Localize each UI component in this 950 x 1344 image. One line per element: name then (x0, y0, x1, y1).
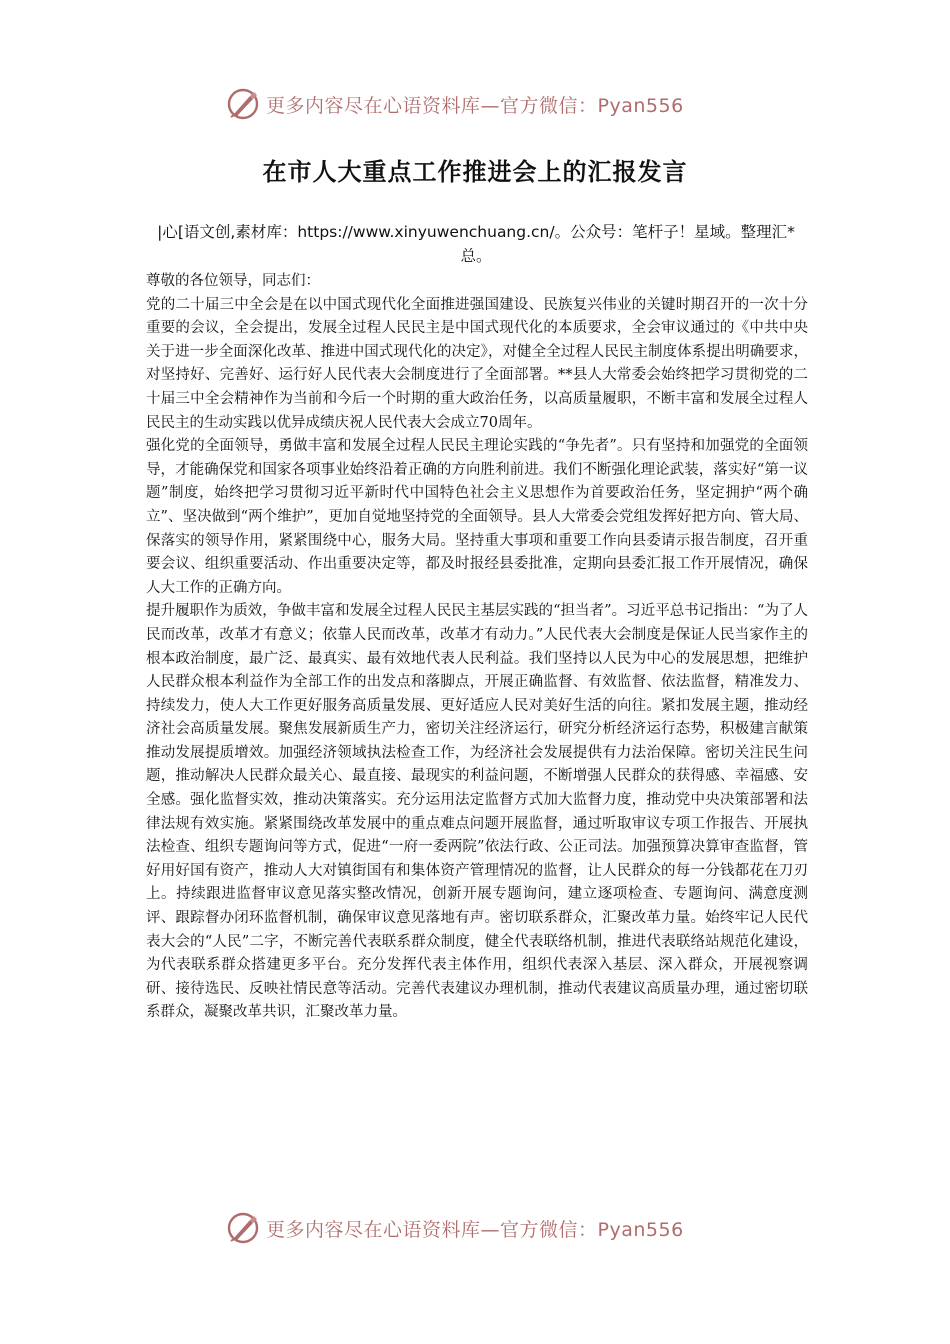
banner-text: 更多内容尽在心语资料库—官方微信：Pyan556 (266, 94, 684, 117)
paragraph: 强化党的全面领导，勇做丰富和发展全过程人民民主理论实践的“争先者”。只有坚持和加强党的全面领导，才能确保党和国家各项事业始终沿着正确的方向胜利前进。我们不断强化理论武装，落实好“第一议题”制度，始终把学习贯彻习近平新时代中国特色社会主义思想作为首要政治任务，坚定拥护“两个确立”、坚决做到“两个维护”，更加自觉地坚持党的全面领导。县人大常委会党组发挥好把方向、管大局、保落实的领导作用，紧紧围绕中心，服务大局。坚持重大事项和重要工作向县委请示报告制度，召开重要会议、组织重要活动、作出重要决定等，都及时报经县委批准，定期向县委汇报工作开展情况，确保人大工作的正确方向。 (146, 438, 808, 596)
footer-watermark-banner (226, 1208, 726, 1248)
source-line: |心[语文创,素材库：https://www.xinyuwenchuang.cn/。公众号：笔杆子！星域。整理汇*总。 (157, 223, 795, 265)
pen-logo-icon (226, 1211, 260, 1245)
paragraph: 党的二十届三中全会是在以中国式现代化全面推进强国建设、民族复兴伟业的关键时期召开的一次十分重要的会议，全会提出，发展全过程人民民主是中国式现代化的本质要求，全会审议通过的《中共中央关于进一步全面深化改革、推进中国式现代化的决定》，对健全全过程人民民主制度体系提出明确要求，对坚持好、完善好、运行好人民代表大会制度进行了全面部署。**县人大常委会始终把学习贯彻党的二十届三中全会精神作为当前和今后一个时期的重大政治任务，以高质量履职，不断丰富和发展全过程人民民主的生动实践以优异成绩庆祝人民代表大会成立70周年。 (146, 296, 808, 431)
banner-text: 更多内容尽在心语资料库—官方微信：Pyan556 (266, 1218, 684, 1241)
paragraph: 提升履职作为质效，争做丰富和发展全过程人民民主基层实践的“担当者”。习近平总书记指出：“为了人民而改革，改革才有意义；依靠人民而改革，改革才有动力。”人民代表大会制度是保证人民当家作主的根本政治制度，最广泛、最真实、最有效地代表人民利益。我们坚持以人民为中心的发展思想，把维护人民群众根本利益作为全部工作的出发点和落脚点，开展正确监督、有效监督、依法监督，精准发力、持续发力，使人大工作更好服务高质量发展、更好适应人民对美好生活的向往。紧扣发展主题，推动经济社会高质量发展。聚焦发展新质生产力，密切关注经济运行，研究分析经济运行态势，积极建言献策推动发展提质增效。加强经济领域执法检查工作，为经济社会发展提供有力法治保障。密切关注民生问题，推动解决人民群众最关心、最直接、最现实的利益问题，不断增强人民群众的获得感、幸福感、安全感。强化监督实效，推动决策落实。充分运用法定监督方式加大监督力度，推动党中央决策部署和法律法规有效实施。紧紧围绕改革发展中的重点难点问题开展监督，通过听取审议专项工作报告、开展执法检查、组织专题询问等方式，促进“一府一委两院”依法行政、公正司法。加强预算决算审查监督，管好用好国有资产，推动人大对镇街国有和集体资产管理情况的监督，让人民群众的每一分钱都花在刀刃上。持续跟进监督审议意见落实整改情况，创新开展专题询问，建立逐项检查、专题询问、满意度测评、跟踪督办闭环监督机制，确保审议意见落地有声。密切联系群众，汇聚改革力量。始终牢记人民代表大会的“人民”二字，不断完善代表联系群众制度，健全代表联络机制，推进代表联络站规范化建设，为代表联系群众搭建更多平台。充分发挥代表主体作用，组织代表深入基层、深入群众，开展视察调研、接待选民、反映社情民意等活动。完善代表建议办理机制，推动代表建议高质量办理，通过密切联系群众，凝聚改革共识，汇聚改革力量。 (146, 603, 808, 1021)
header-watermark-banner (226, 84, 726, 124)
greeting: 尊敬的各位领导，同志们： (146, 273, 320, 289)
document-body (146, 270, 808, 1025)
document-title: 在市人大重点工作推进会上的汇报发言 (262, 158, 688, 186)
pen-logo-icon (226, 87, 260, 121)
